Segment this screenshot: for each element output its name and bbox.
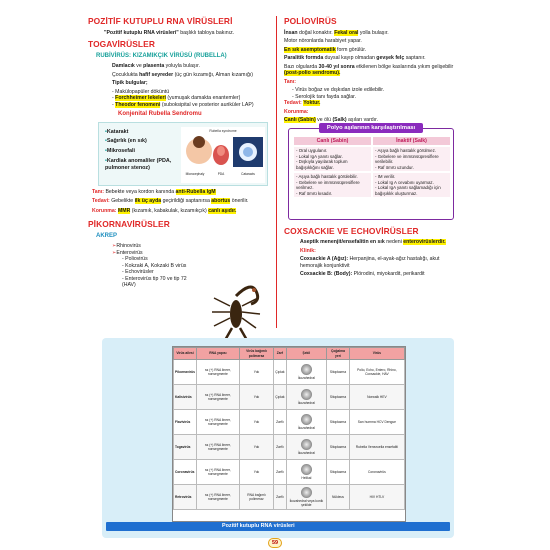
polyo-box-title: Polyo aşılarının karşılaştırılması — [319, 123, 423, 133]
th-replication: Çoğalma yeri — [327, 348, 350, 360]
polio-line-2: Motor nöronlarda harabiyet yapar. — [284, 38, 362, 44]
table-cell — [196, 485, 239, 510]
rubella-korunma: Korunma: MMR (kızamık, kabakulak, kızamıkçık) canlı aşıdır. — [92, 207, 237, 214]
cell-text: Sitoplazma — [329, 394, 347, 399]
cell-text: ss (+) RNA lineer, nonsegmente — [205, 417, 231, 426]
table-cell — [286, 435, 327, 460]
table-cell — [174, 435, 197, 460]
cell-text: Polio, Echo, Entero, Rhino, Coxsackie, HAV — [357, 367, 397, 376]
cell-text: İkozahedral — [297, 426, 315, 430]
table-cell — [274, 460, 286, 485]
konjenital-list — [105, 129, 179, 175]
list-item: • Katarakt — [105, 129, 179, 136]
cell-text: Coronavirüs — [367, 469, 386, 474]
virion-icon — [301, 487, 312, 498]
polio-tani-label: Tanı: — [284, 78, 297, 85]
table-cell — [239, 360, 273, 385]
table-cell — [274, 435, 286, 460]
table-cell — [196, 385, 239, 410]
table-row — [174, 360, 405, 385]
cell-text: Sitoplazma — [329, 419, 347, 424]
subtitle-konjenital: Konjenital Rubella Sendromu — [118, 111, 202, 117]
table-cell — [239, 435, 273, 460]
cell-text: Yok — [253, 419, 260, 424]
cell-canli-1: - Oral uygulanır. - Lokal IgA yanıtı sağlar. - Dışkıyla yayılarak toplum bağışıklığını sağlar. — [294, 147, 371, 171]
rubella-tedavi: Tedavi: Gebelikte ilk üç ayda geçirildiği saptanırsa abortus önerilir. — [92, 198, 249, 204]
list-item: - Kokzaki A, Kokzaki B virüs — [122, 263, 268, 270]
tipik-heading: Tipik bulgular; — [112, 80, 148, 86]
klinik-label: Klinik: — [300, 247, 316, 254]
table-cell — [349, 385, 404, 410]
virion-icon — [301, 414, 312, 425]
cell-text: Rubella Venezuella ensefaliti — [355, 444, 398, 449]
table-cell — [286, 485, 327, 510]
list-item: - Poliovirüs — [122, 256, 268, 263]
list-item: • Mikrosefali — [105, 148, 179, 155]
cocukluk-line: Çocuklukta hafif seyreder (üç gün kızamığı, Alman kızamığı) — [112, 71, 253, 78]
header-inaktif: İnaktif (Salk) — [373, 137, 450, 146]
table-caption-bar: Pozitif kutuplu RNA virüsleri — [106, 522, 450, 531]
table-header-row — [174, 348, 405, 360]
table-cell — [274, 485, 286, 510]
cell-text: Zarflı — [276, 444, 284, 449]
cell-text: Yok — [253, 469, 260, 474]
cell-text: Yok — [253, 444, 260, 449]
table-cell — [196, 435, 239, 460]
list-item: ➢ Rhinovirüs — [112, 243, 268, 250]
right-column — [284, 16, 456, 280]
cell-inaktif-2: - IM verilir. - Lokal Ig A cevabını uyarmaz. - Lokal IgA yanıtı sağlamadığı için bağışıklık oluşturmaz. — [373, 173, 450, 197]
label-cataracts: Cataracts — [241, 171, 255, 176]
table-cell — [174, 460, 197, 485]
cell-text: Kalisivirüs — [175, 394, 192, 399]
table-row — [174, 485, 405, 510]
th-polymerase: Virüs bağımlı polimeraz — [239, 348, 273, 360]
polio-line-4: Paralitik formda duysal kayıp olmadan gevşek felç saptanır. — [284, 55, 426, 61]
th-shape: Şekil — [286, 348, 327, 360]
table-cell — [274, 385, 286, 410]
th-virus: Virüs — [349, 348, 404, 360]
cell-text: ss (+) RNA lineer, nonsegmente — [205, 392, 231, 401]
rna-virus-table-panel — [102, 338, 454, 538]
cell-text: HIV HTLV — [369, 494, 385, 499]
cell-text: Flavivirüs — [175, 419, 191, 424]
cell-text: ss (+) RNA lineer, nonsegmente — [205, 467, 231, 476]
list-item: - Forchheimer lekeleri (yumuşak damakta enantemler) — [112, 95, 268, 102]
table-cell — [349, 485, 404, 510]
label-microcephaly: Microcephaly — [185, 171, 205, 176]
virion-icon — [301, 364, 312, 375]
table-cell — [274, 410, 286, 435]
column-divider — [276, 16, 277, 328]
cell-text: Çıplak — [275, 369, 285, 374]
table-cell — [327, 410, 350, 435]
cell-text: Sitoplazma — [329, 369, 347, 374]
table-row — [174, 460, 405, 485]
polyo-table-header — [293, 137, 451, 146]
cell-canli-2: - Aşıya bağlı hastalık görülebilir. - Gebelere ve immünsüpresiflere verilmez. - Raf ömrü kısadır. — [294, 173, 371, 197]
rubella-box — [98, 122, 268, 186]
cell-text: Zarflı — [276, 419, 284, 424]
table-row — [293, 147, 451, 171]
list-item: - Virüs boğaz ve dışkıdan izole edilebilir. — [292, 87, 456, 94]
table-cell — [327, 460, 350, 485]
polio-line-3: En sık asemptomatik form görülür. — [284, 46, 367, 53]
cell-text: RNA bağımlı polimeraz — [247, 492, 266, 501]
th-envelope: Zarf — [274, 348, 286, 360]
polyo-table — [293, 137, 451, 198]
label-pda: PDA — [217, 171, 225, 176]
cell-text: Sarı humma HCV Dengue — [357, 419, 397, 424]
rna-virus-table — [172, 346, 406, 522]
cell-text: Coronavirüs — [175, 469, 195, 474]
cell-text: İkozahedral — [297, 451, 315, 455]
table-cell — [196, 410, 239, 435]
table-row — [174, 435, 405, 460]
polio-tani-list — [292, 87, 456, 100]
table-cell — [196, 460, 239, 485]
scorpion-icon — [206, 276, 266, 346]
virion-icon — [301, 464, 312, 475]
th-family: Virüs ailesi — [174, 348, 197, 360]
section-title-toga: TOGAVİRÜSLER — [88, 39, 155, 49]
table-cell — [327, 360, 350, 385]
section-title-polio: POLİOVİRÜS — [284, 16, 337, 26]
table-cell — [174, 485, 197, 510]
table-cell — [274, 360, 286, 385]
table-cell — [327, 385, 350, 410]
rubella-tani: Tanı: Bebekte veya kordon kanında anti-Rubella IgM — [92, 188, 216, 195]
polio-line-1: İnsan doğal konaktır. Fekal oral yolla bulaşır. — [284, 29, 389, 36]
rubella-syndrome-image — [181, 127, 265, 183]
polio-tedavi: Tedavi: Yoktur. — [284, 100, 321, 106]
list-item: • Kardiak anomaliler (PDA, pulmoner stenoz) — [105, 158, 179, 172]
table-row — [293, 173, 451, 197]
list-item: - Theodor fenomeni (suboksipital ve posterior auriküler LAP) — [112, 102, 268, 109]
header-canli: Canlı (Sabin) — [294, 137, 371, 146]
table-cell — [327, 435, 350, 460]
cell-text: Yok — [253, 369, 260, 374]
table-row — [174, 410, 405, 435]
list-item: • Sağırlık (en sık) — [105, 138, 179, 145]
cell-text: Zarflı — [276, 494, 284, 499]
virion-icon — [301, 439, 312, 450]
list-item: - Serolojik tanı fayda sağlar. — [292, 94, 456, 101]
table-cell — [196, 360, 239, 385]
table-cell — [239, 385, 273, 410]
cell-text: Yok — [253, 394, 260, 399]
list-item: ➢ Enterovirüs — [112, 250, 268, 257]
virion-icon — [301, 389, 312, 400]
table-cell — [349, 410, 404, 435]
list-item: - Echovirüsler — [122, 269, 268, 276]
cell-text: ss (+) RNA lineer, nonsegmente — [205, 492, 231, 501]
cell-text: İkozahedral — [297, 401, 315, 405]
table-cell — [286, 360, 327, 385]
cell-text: ss (+) RNA lineer, nonsegmente — [205, 367, 231, 376]
table-cell — [327, 485, 350, 510]
list-item: - Makülopapüler döküntü — [112, 89, 268, 96]
cell-text: ss (+) RNA lineer, nonsegmente — [205, 442, 231, 451]
cell-text: Sitoplazma — [329, 444, 347, 449]
polio-line-5: Bazı olgularda 30-40 yıl sonra etkilenen bölge kaslarında yıkım gelişebilir (post-polio sendromu). — [284, 63, 454, 76]
cell-text: Norwalk HEV — [367, 394, 387, 399]
subtitle-rubivirus: RUBİVİRÜS: KIZAMIKÇIK VİRÜSÜ (RUBELLA) — [96, 52, 227, 59]
table-cell — [286, 460, 327, 485]
th-rna: RNA yapısı — [196, 348, 239, 360]
cox-line-1: Aseptik menenjit/ensefalitin en sık nedeni enterovirüslerdir. — [300, 239, 446, 245]
section-title-coxsackie: COXSACKIE VE ECHOVİRÜSLER — [284, 225, 419, 236]
cell-text: Retrovirüs — [175, 494, 192, 499]
subtitle-akrep: AKREP — [96, 232, 118, 239]
polio-korunma: Canlı (Sabin) ve ölü (Salk) aşıları vardır. — [284, 117, 379, 123]
cell-text: Pikornavirüs — [175, 369, 195, 374]
section-title-pikorna: PİKORNAVİRÜSLER — [88, 219, 170, 229]
page-number: 59 — [268, 538, 282, 548]
pozitif-intro: "Pozitif kutuplu RNA virüsleri" başlıklı tabloya bakınız. — [104, 29, 235, 36]
tipik-list — [112, 89, 268, 109]
cell-text: Nükleus — [332, 494, 344, 499]
cell-text: Zarflı — [276, 469, 284, 474]
left-column — [88, 16, 268, 289]
cell-inaktif-1: - Aşıya bağlı hastalık görülmez. - Gebelere ve immünsüpresiflere verilebilir. - Raf ömrü uzundur. — [373, 147, 450, 171]
coxsackie-a: Coxsackie A (Ağız): Herpanjina, el-ayak-ağız hastalığı, akut hemorajik konjunktivit — [300, 256, 440, 269]
damlacik-line: Damlacık ve plasenta yoluyla bulaşır. — [112, 63, 200, 69]
coxsackie-b: Coxsackie B: (Body): Plörodini, miyokardit, perikardit — [300, 271, 425, 277]
cell-text: Çıplak — [275, 394, 285, 399]
table-cell — [349, 360, 404, 385]
table-cell — [286, 410, 327, 435]
section-title-pozitif: POZİTİF KUTUPLU RNA VİRÜSLERİ — [88, 16, 233, 26]
akrep-list — [112, 243, 268, 256]
polio-korunma-label: Korunma: — [284, 108, 309, 115]
cell-text: İkozahedral veya konik şekilde — [289, 498, 324, 508]
cell-text: Helikal — [301, 476, 312, 480]
cell-text: Togavirüs — [175, 444, 191, 449]
table-cell — [286, 385, 327, 410]
table-cell — [239, 410, 273, 435]
cell-text: Sitoplazma — [329, 469, 347, 474]
table-cell — [239, 485, 273, 510]
polyo-comparison-box — [288, 124, 454, 220]
table-cell — [174, 410, 197, 435]
table-cell — [349, 435, 404, 460]
rubella-image-title: Rubella syndrome — [209, 128, 237, 133]
list-item: - Enterovirüs tip 70 ve tip 72 (HAV) — [122, 276, 192, 289]
cell-text: İkozahedral — [297, 376, 315, 380]
table-cell — [174, 360, 197, 385]
table-cell — [174, 385, 197, 410]
table-row — [174, 385, 405, 410]
table-cell — [239, 460, 273, 485]
table-cell — [349, 460, 404, 485]
